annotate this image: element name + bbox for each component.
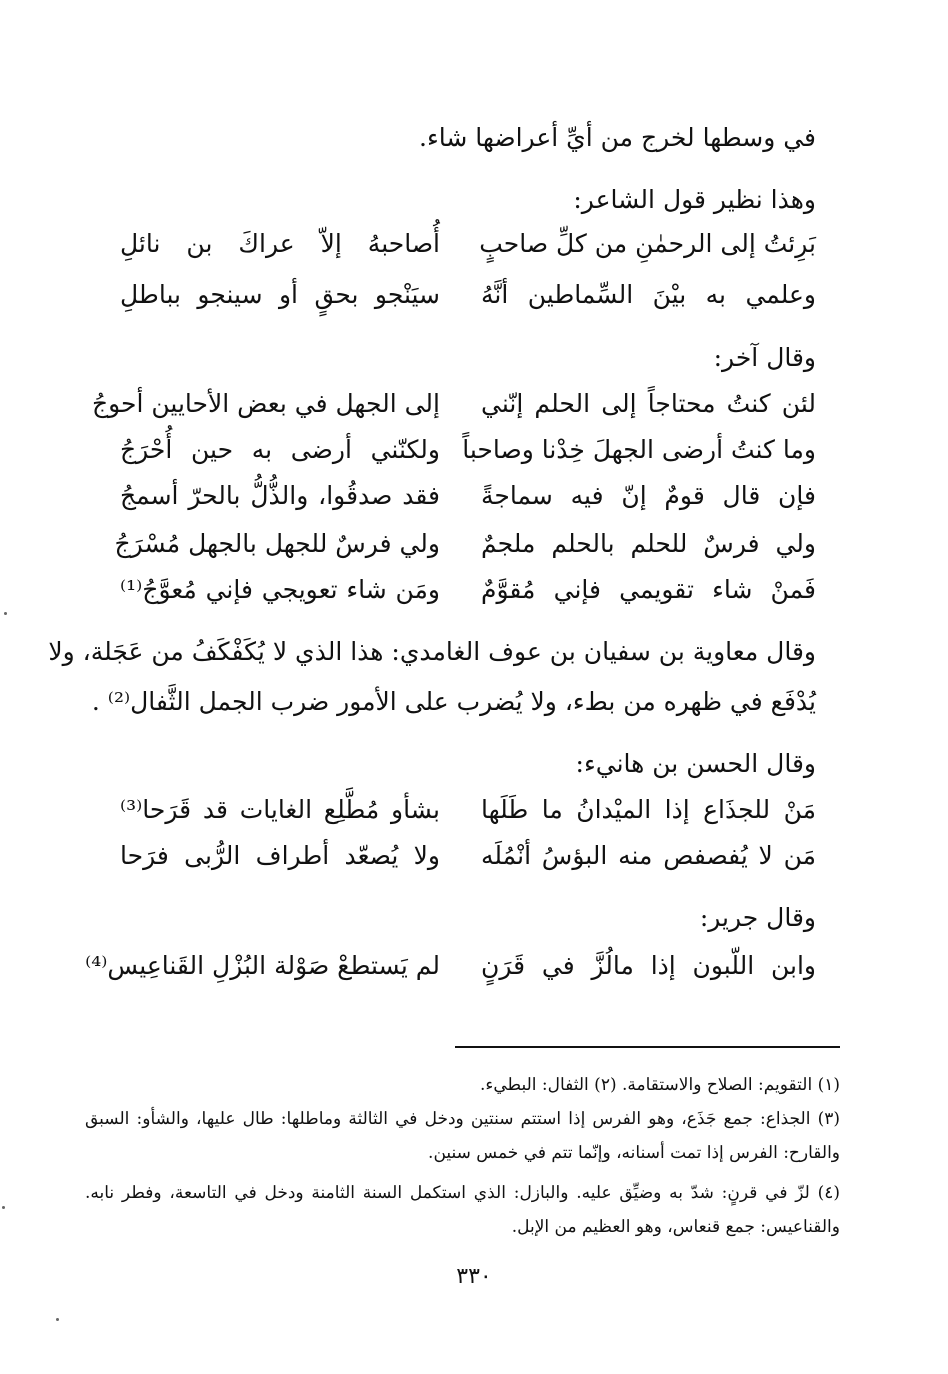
hemistich-right: بَرِئتُ إلى الرحمٰنِ من كلِّ صاحبٍ	[479, 229, 816, 258]
hemistich-left: فقد صدقُوا، والذُّلُّ بالحرّ أسمجُ	[120, 481, 440, 510]
hemistich-right: ولي فرسٌ للحلم بالحلم ملجمٌ	[481, 529, 816, 558]
poem2-verse-1	[92, 382, 816, 426]
hemistich-left: ومَن شاء تعويجي فإني مُعوَّجُ⁽¹⁾	[120, 575, 440, 604]
hemistich-right: وعلمي به بيْنَ السِّماطين أنَّهُ	[481, 280, 816, 309]
poem2-verse-4	[114, 522, 816, 566]
footnote-rule	[455, 1046, 840, 1048]
hemistich-left: إلى الجهل في بعض الأحايين أحوجُ	[92, 389, 440, 418]
footnote-4-line-1: (٤) لزّ في قرنٍ: شدّ به وضيِّق عليه. والبازل: الذي استكمل السنة الثامنة ودخل في التاسعة، وفطر نابه.	[85, 1183, 840, 1203]
poem3-intro: وقال الحسن بن هانيء:	[575, 749, 816, 778]
hemistich-left: ولا يُصعّد أطراف الرُّبى فرَحا	[120, 841, 440, 870]
scan-speck	[2, 1206, 5, 1209]
poem2-verse-5	[120, 568, 816, 612]
hemistich-left: ولكنّني أرضى به حين أُحْرَجُ	[120, 435, 440, 464]
scan-speck	[4, 612, 7, 615]
poem2-verse-2	[120, 428, 816, 472]
opening-line: في وسطها لخرج من أيِّ أعراضها شاء.	[419, 123, 816, 152]
poem4-verse-1	[85, 944, 816, 988]
hemistich-right: فَمنْ شاء تقويمي فإني مُقوَّمٌ	[481, 575, 816, 604]
page-number: ٣٣٠	[456, 1264, 492, 1289]
poem4-intro: وقال جرير:	[699, 903, 816, 932]
hemistich-left: بشأو مُطَّلِع الغايات قد قَرَحا⁽³⁾	[120, 795, 440, 824]
footnote-4-line-2: والقناعيس: جمع قنعاس، وهو العظيم من الإبل.	[511, 1217, 840, 1237]
poem2-intro: وقال آخر:	[713, 343, 816, 372]
hemistich-right: مَن لا يُفصفص منه البؤسُ أنْمُلَه	[481, 841, 816, 870]
footnote-3-line-1: (٣) الجذاع: جمع جَذَع، وهو الفرس إذا استتم سنتين ودخل في الثالثة وماطلها: طال عليها، والشأو: السبق	[85, 1109, 840, 1129]
hemistich-left: سيَنْجو بحقٍ أو سينجو بباطلِ	[120, 280, 440, 309]
hemistich-right: وما كنتُ أرضى الجهلَ خِدْنا وصاحباً	[462, 435, 816, 464]
hemistich-left: لم يَستطعْ صَوْلة البُزْلِ القَناعِيس⁽⁴⁾	[85, 951, 440, 980]
footnote-3-line-2: والقارح: الفرس إذا تمت أسنانه، وإنّما تتم في خمس سنين.	[428, 1143, 840, 1163]
hemistich-right: لئن كنتُ محتاجاً إلى الحلم إنّني	[481, 389, 816, 418]
poem1-intro: وهذا نظير قول الشاعر:	[573, 185, 816, 214]
hemistich-left: ولي فرسٌ للجهل بالجهل مُسْرَجُ	[114, 529, 440, 558]
footnote-1-2: (١) التقويم: الصلاح والاستقامة. (٢) الثفال: البطيء.	[479, 1075, 840, 1095]
hemistich-left: أُصاحبهُ إلاّ عراكَ بن نائلِ	[120, 229, 440, 258]
prose-line-2: يُدْفَع في ظهره من بطء، ولا يُضرب على الأمور ضرب الجمل الثَّفال⁽²⁾ .	[91, 687, 816, 716]
hemistich-right: مَنْ للجذَاع إذا الميْدانُ ما طَلَها	[481, 795, 816, 824]
poem1-verse-2	[120, 273, 816, 317]
prose-line-1: وقال معاوية بن سفيان بن عوف الغامدي: هذا الذي لا يُكَفْكَفُ من عَجَلة، ولا	[48, 637, 816, 666]
scan-speck	[56, 1318, 59, 1321]
hemistich-right: وابن اللّبون إذا مالُزَّ في قَرَنٍ	[481, 951, 816, 980]
poem2-verse-3	[120, 474, 816, 518]
poem1-verse-1	[120, 222, 816, 266]
hemistich-right: فإن قال قومٌ إنّ فيه سماجةً	[481, 481, 816, 510]
poem3-verse-2	[120, 834, 816, 878]
poem3-verse-1	[120, 788, 816, 832]
